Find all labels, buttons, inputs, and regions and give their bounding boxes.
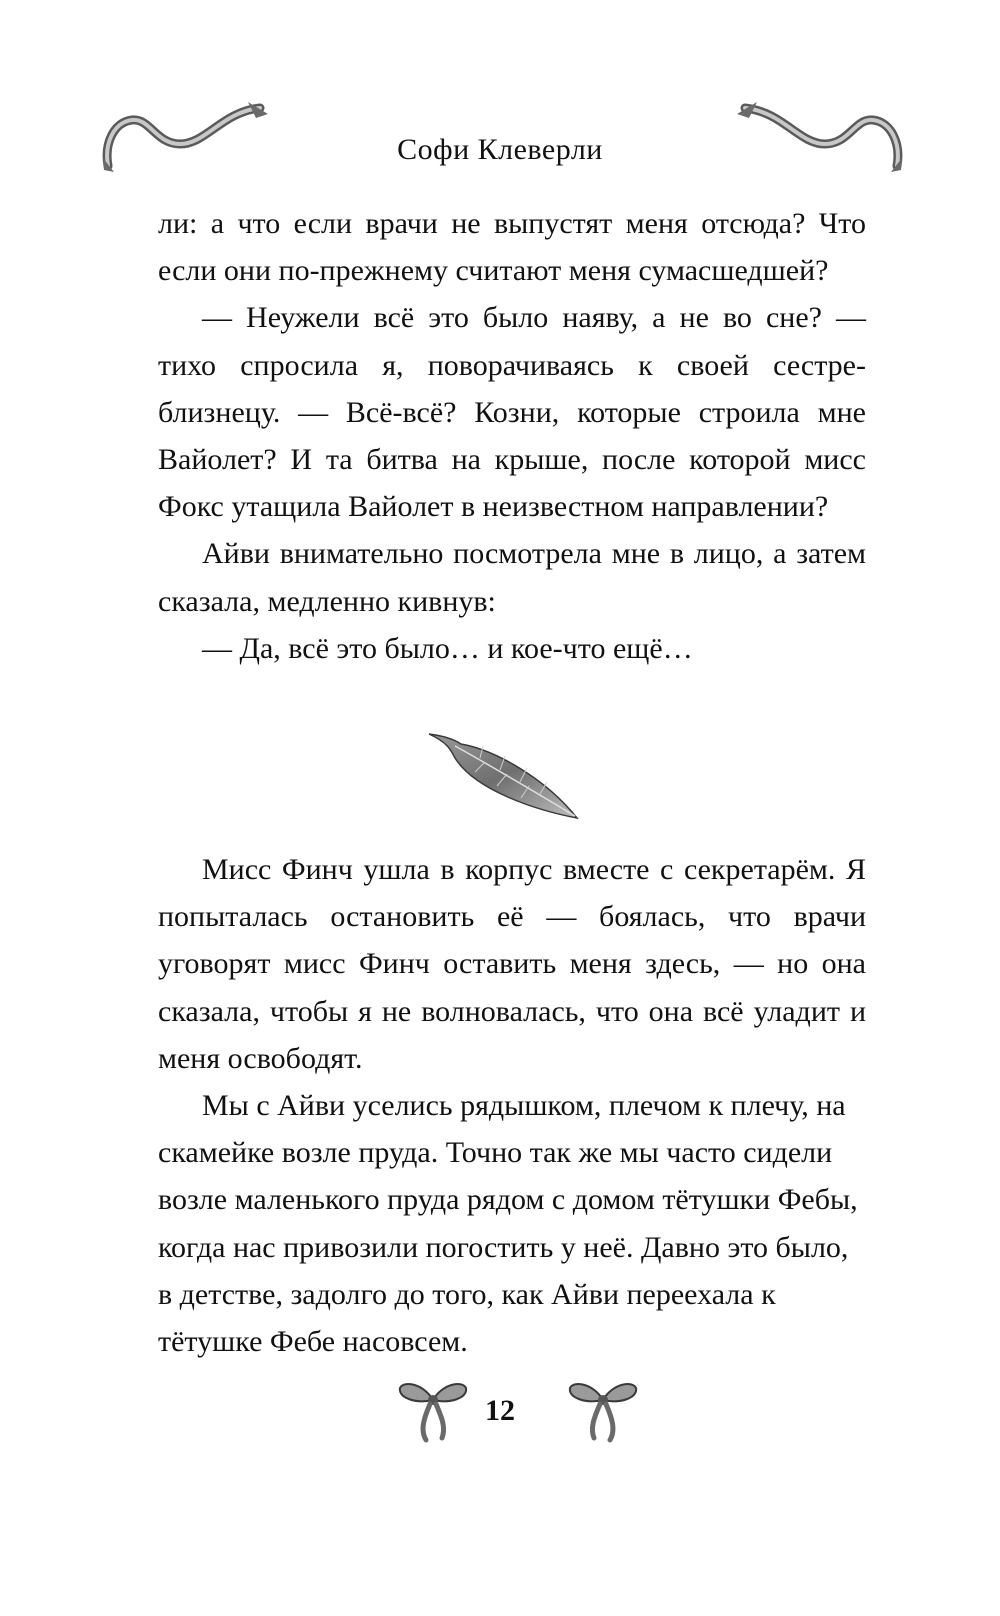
paragraph: Мисс Финч ушла в корпус вместе с секретарём. Я попыталась остановить её — боялась, что врачи уговорят мисс Финч оставить меня здесь, — но она сказала, чтобы я не волновалась, что она всё уладит и меня освободят. [158, 853, 866, 1075]
running-header-title: Софи Клеверли [397, 133, 603, 166]
text-block-top [158, 200, 866, 672]
paragraph: — Да, всё это было… и кое-что ещё… [202, 631, 693, 665]
paragraph: — Неужели всё это было наяву, а не во сне? — тихо спросила я, поворачиваясь к своей сестре-близнецу. — Всё-всё? Козни, которые строила мне Вайолет? И та битва на крыше, после которой мисс Фокс утащила Вайолет в неизвестном направлении? [158, 301, 866, 524]
paragraph: Мы с Айви уселись рядышком, плечом к плечу, на скамейке возле пруда. Точно так же мы часто сидели возле маленького пруда рядом с домом тётушки Фебы, когда нас привозили погостить у неё. Давно это было, в детстве, задолго до того, как Айви переехала к тётушке Фебе насовсем. [158, 1089, 858, 1359]
bow-left-icon [396, 1378, 471, 1443]
bow-right-icon [566, 1378, 641, 1443]
page-number: 12 [485, 1394, 515, 1427]
leaf-divider-icon [425, 728, 585, 823]
paragraph: ли: а что если врачи не выпустят меня отсюда? Что если они по-прежнему считают меня сумасшедшей? [158, 207, 866, 288]
paragraph: Айви внимательно посмотрела мне в лицо, а затем сказала, медленно кивнув: [158, 537, 866, 618]
text-block-bottom [158, 846, 866, 1365]
